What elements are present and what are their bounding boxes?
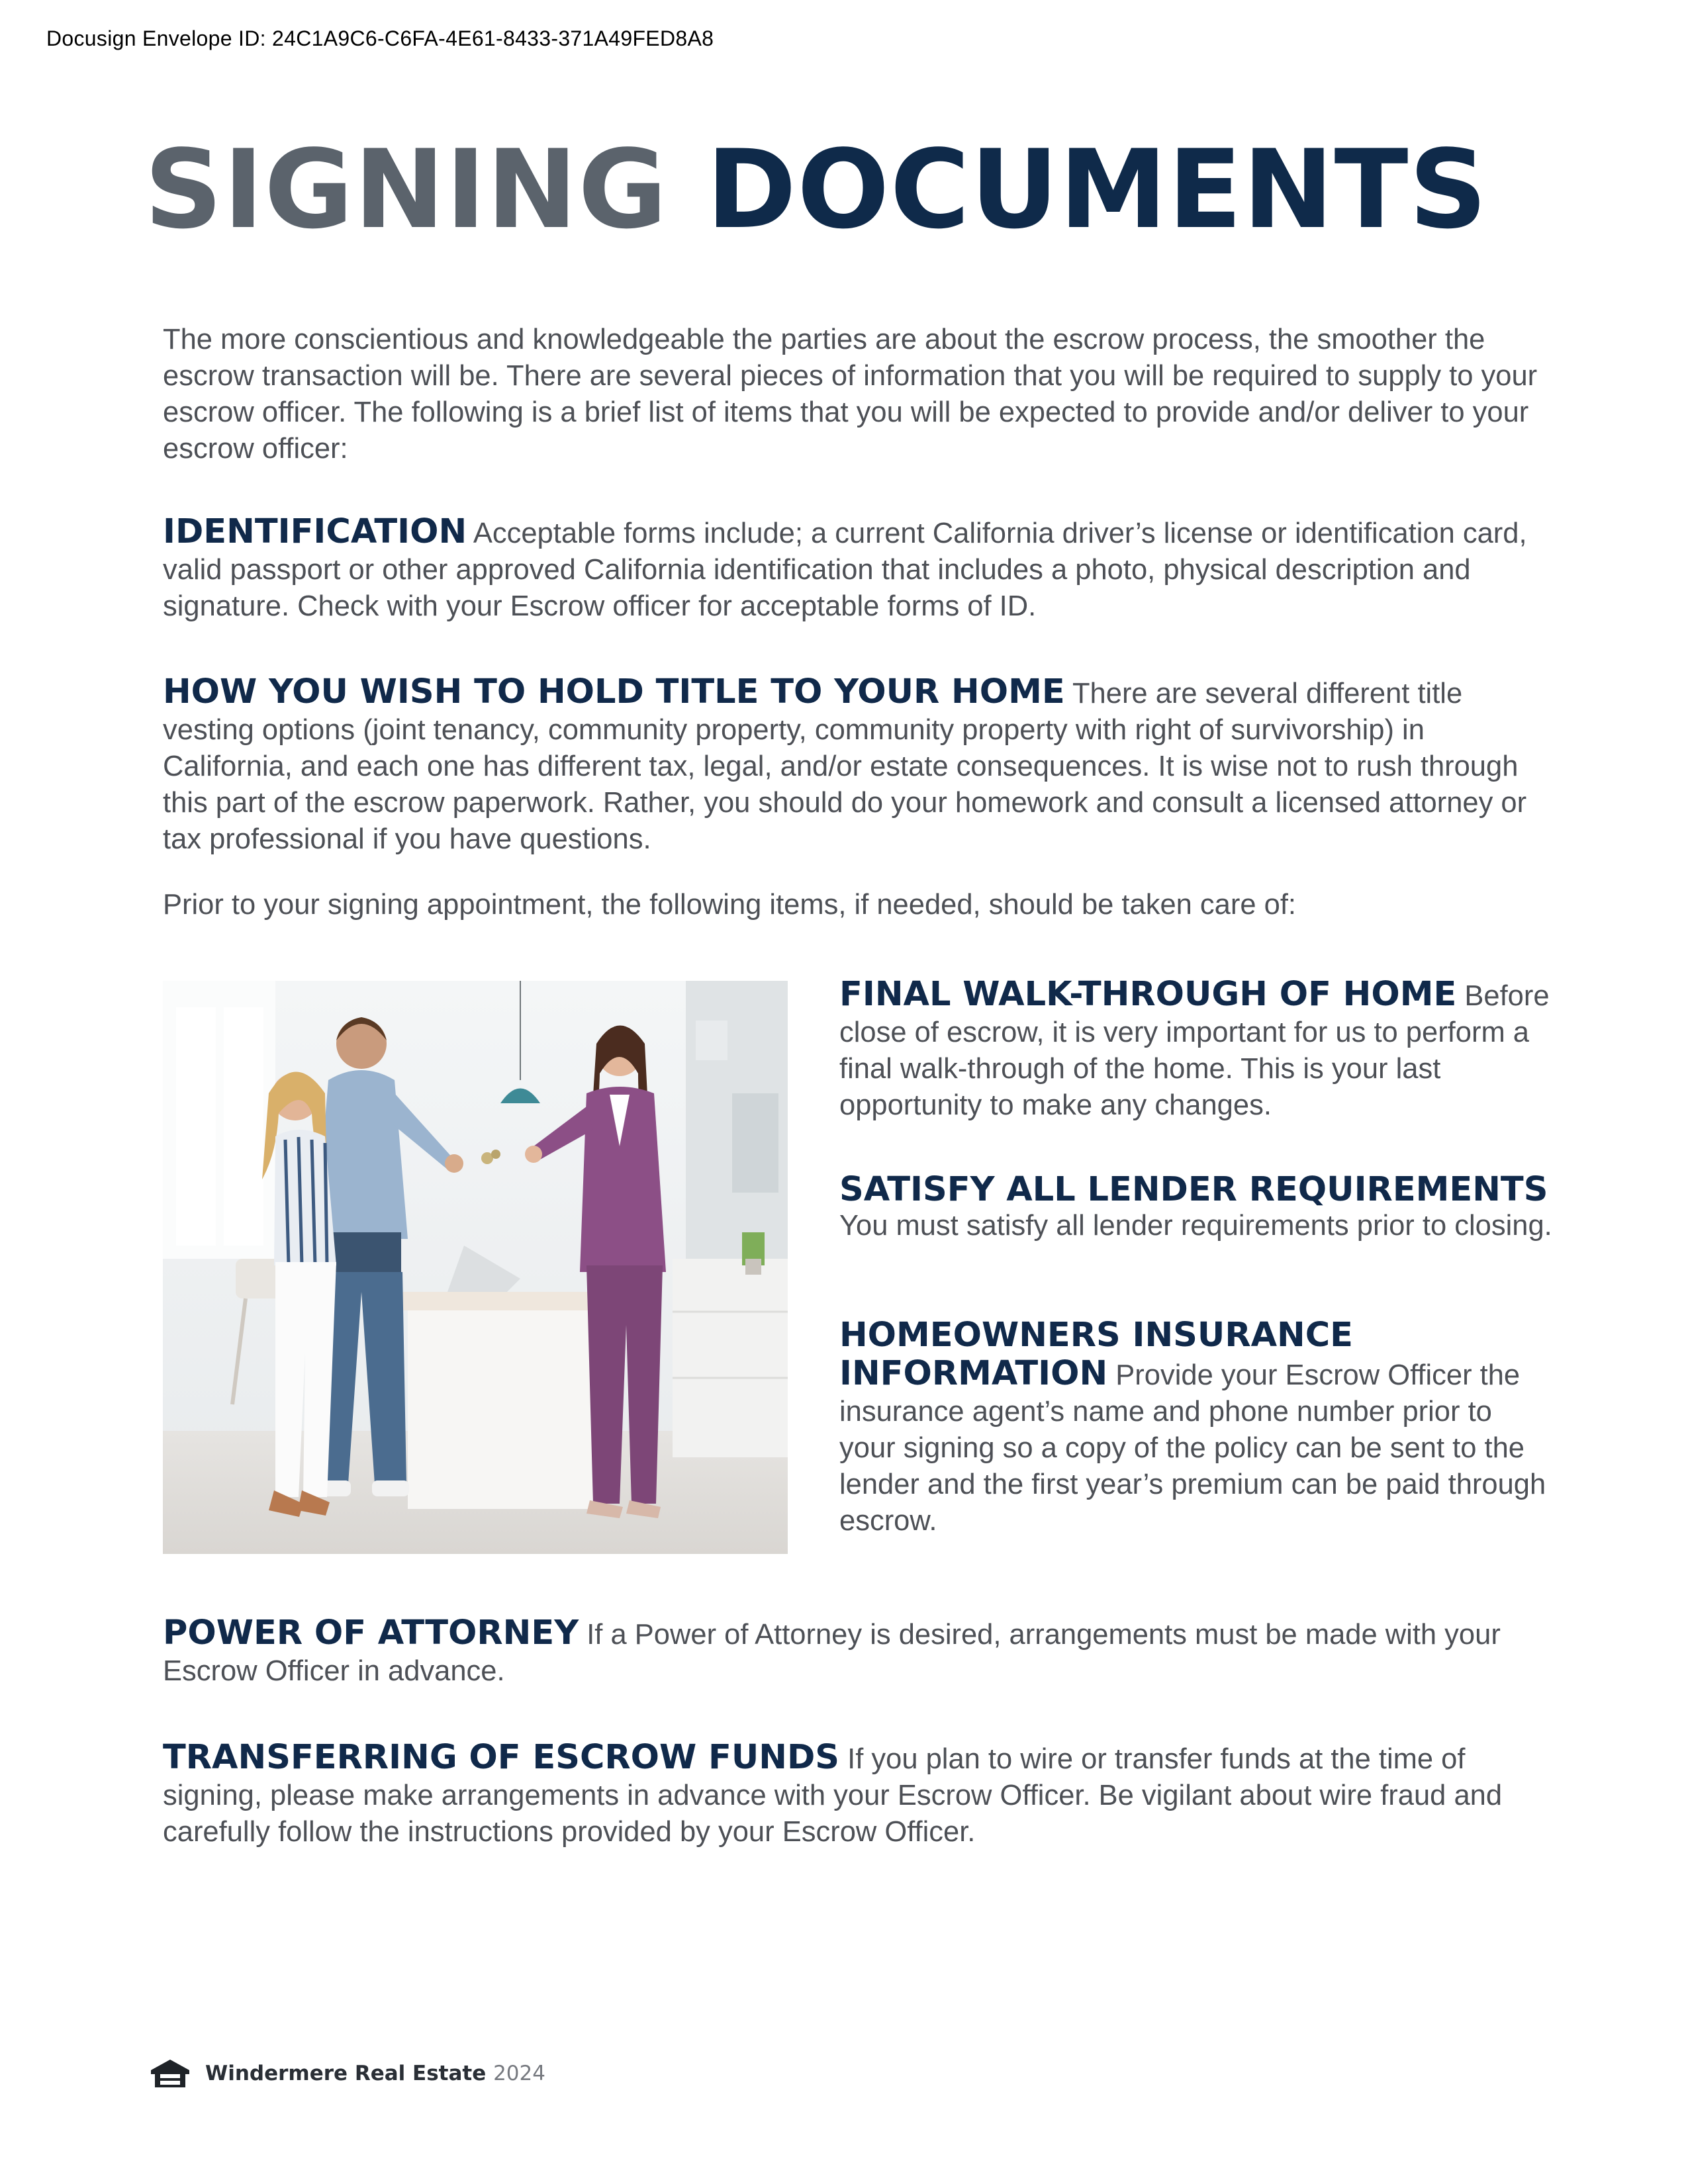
intro-paragraph: The more conscientious and knowledgeable the parties are about the escrow process, the smoother the escrow transaction will be. There are several pieces of information that you will be required to supply to your escrow officer. The following is a brief list of items that you will be expected to provide and/or deliver to your escrow officer: [163,324,1538,465]
envelope-id: Docusign Envelope ID: 24C1A9C6-C6FA-4E61-8433-371A49FED8A8 [46,26,714,50]
identification-heading: IDENTIFICATION [163,512,467,551]
transfer-heading: TRANSFERRING OF ESCROW FUNDS [163,1738,840,1777]
insurance-body: Provide your Escrow Officer the insurance agent’s name and phone number prior to your signing so a copy of the policy can be sent to the lender and the first year’s premium can be paid through escrow. [839,1359,1546,1537]
footer-brand [205,2062,545,2085]
insurance-heading: HOMEOWNERS INSURANCE INFORMATION [839,1316,1354,1393]
poa-body: If a Power of Attorney is desired, arrangements must be made with your Escrow Officer in advance. [163,1619,1501,1687]
couple-receiving-keys-photo [163,981,788,1554]
section-lender [839,1171,1554,1244]
section-power-of-attorney [163,1615,1553,1690]
walk-through-heading: FINAL WALK-THROUGH OF HOME [839,975,1457,1014]
identification-body: Acceptable forms include; a current California driver’s license or identification card, valid passport or other approved California identification that includes a photo, physical description and signature. Check with your Escrow officer for acceptable forms of ID. [163,518,1527,622]
poa-heading: POWER OF ATTORNEY [163,1614,579,1653]
section-hold-title [163,674,1553,858]
footer-year: 2024 [493,2062,545,2085]
equal-housing-icon [150,2058,191,2089]
lender-heading: SATISFY ALL LENDER REQUIREMENTS [839,1170,1548,1209]
prior-paragraph: Prior to your signing appointment, the following items, if needed, should be taken care of: [163,889,1297,921]
title-documents: DOCUMENTS [706,126,1488,253]
section-identification [163,514,1553,625]
brand-name: Windermere Real Estate [205,2062,487,2085]
page-title [144,126,1488,253]
section-insurance [839,1317,1554,1539]
lender-body: You must satisfy all lender requirements prior to closing. [839,1210,1552,1242]
walk-through-body: Before close of escrow, it is very important for us to perform a final walk-through of the home. This is your last opportunity to make any changes. [839,980,1550,1121]
hold-title-heading: HOW YOU WISH TO HOLD TITLE TO YOUR HOME [163,672,1065,711]
title-signing: SIGNING [144,126,668,253]
transfer-body: If you plan to wire or transfer funds at the time of signing, please make arrangements in advance with your Escrow Officer. Be vigilant about wire fraud and carefully follow the instructions provided by your Escrow Officer. [163,1743,1503,1848]
footer [150,2057,545,2090]
section-walk-through [839,976,1554,1124]
section-transfer-funds [163,1739,1553,1850]
hold-title-body: There are several different title vesting options (joint tenancy, community property, community property with right of survivorship) in California, and each one has different tax, legal, and/or estate consequences. It is wise not to rush through this part of the escrow paperwork. Rather, you should do your homework and consult a licensed attorney or tax professional if you have questions. [163,678,1527,855]
